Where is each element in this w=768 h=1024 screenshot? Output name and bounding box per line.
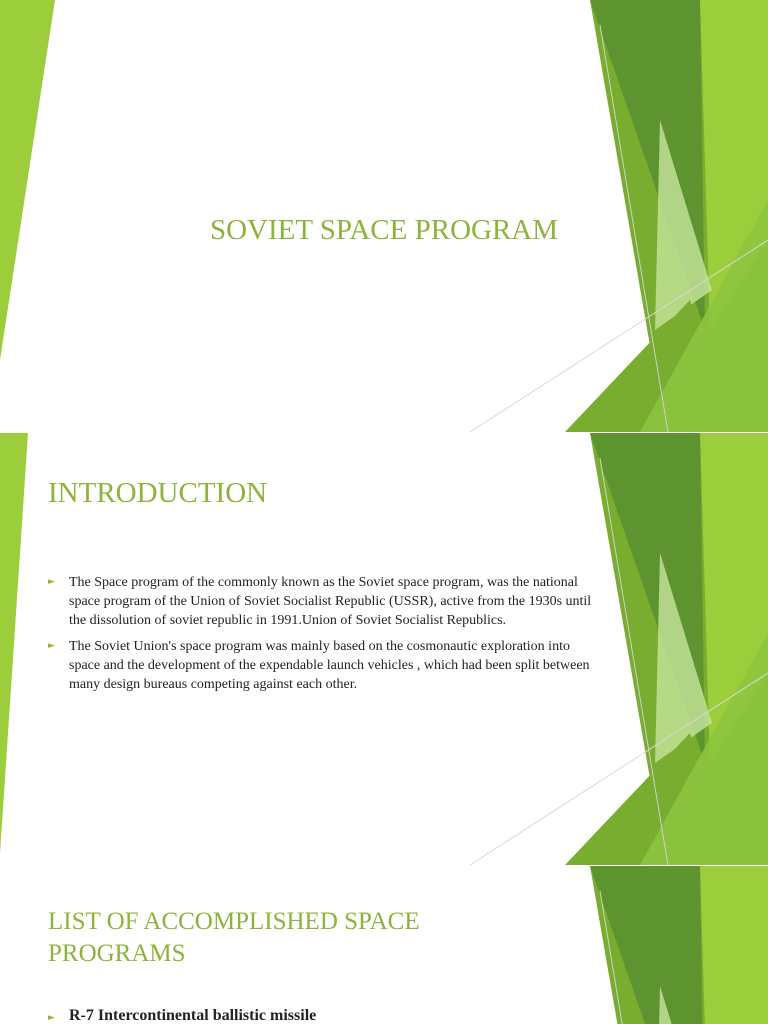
bullet-arrow-icon: ► — [48, 577, 55, 587]
list-item — [48, 637, 593, 694]
bullet-arrow-icon: ► — [48, 1013, 55, 1023]
section-heading: INTRODUCTION — [48, 477, 268, 509]
bullet-text: The Soviet Union's space program was mainly based on the cosmonautic exploration into space and the development of the expendable launch vehicles , which had been split between many design bureaus competing against each other. — [69, 639, 590, 692]
slide-title-text: SOVIET SPACE PROGRAM — [209, 214, 559, 246]
section-heading: LIST OF ACCOMPLISHED SPACE PROGRAMS — [48, 908, 420, 967]
slide-accomplished-programs — [0, 866, 768, 1024]
list-item — [48, 1006, 593, 1024]
bullet-text: R-7 Intercontinental ballistic missile — [69, 1007, 317, 1024]
list-item — [48, 573, 593, 630]
bullet-list — [48, 573, 593, 701]
bullet-text: The Space program of the commonly known as the Soviet space program, was the national space program of the Union of Soviet Socialist Republic (USSR), active from the 1930s until the dissolution of soviet republic in 1991.Union of Soviet Socialist Republics. — [69, 575, 592, 628]
slide-introduction — [0, 433, 768, 865]
bullet-arrow-icon: ► — [48, 641, 55, 651]
bullet-list — [48, 1006, 593, 1024]
slide-title — [0, 0, 768, 432]
